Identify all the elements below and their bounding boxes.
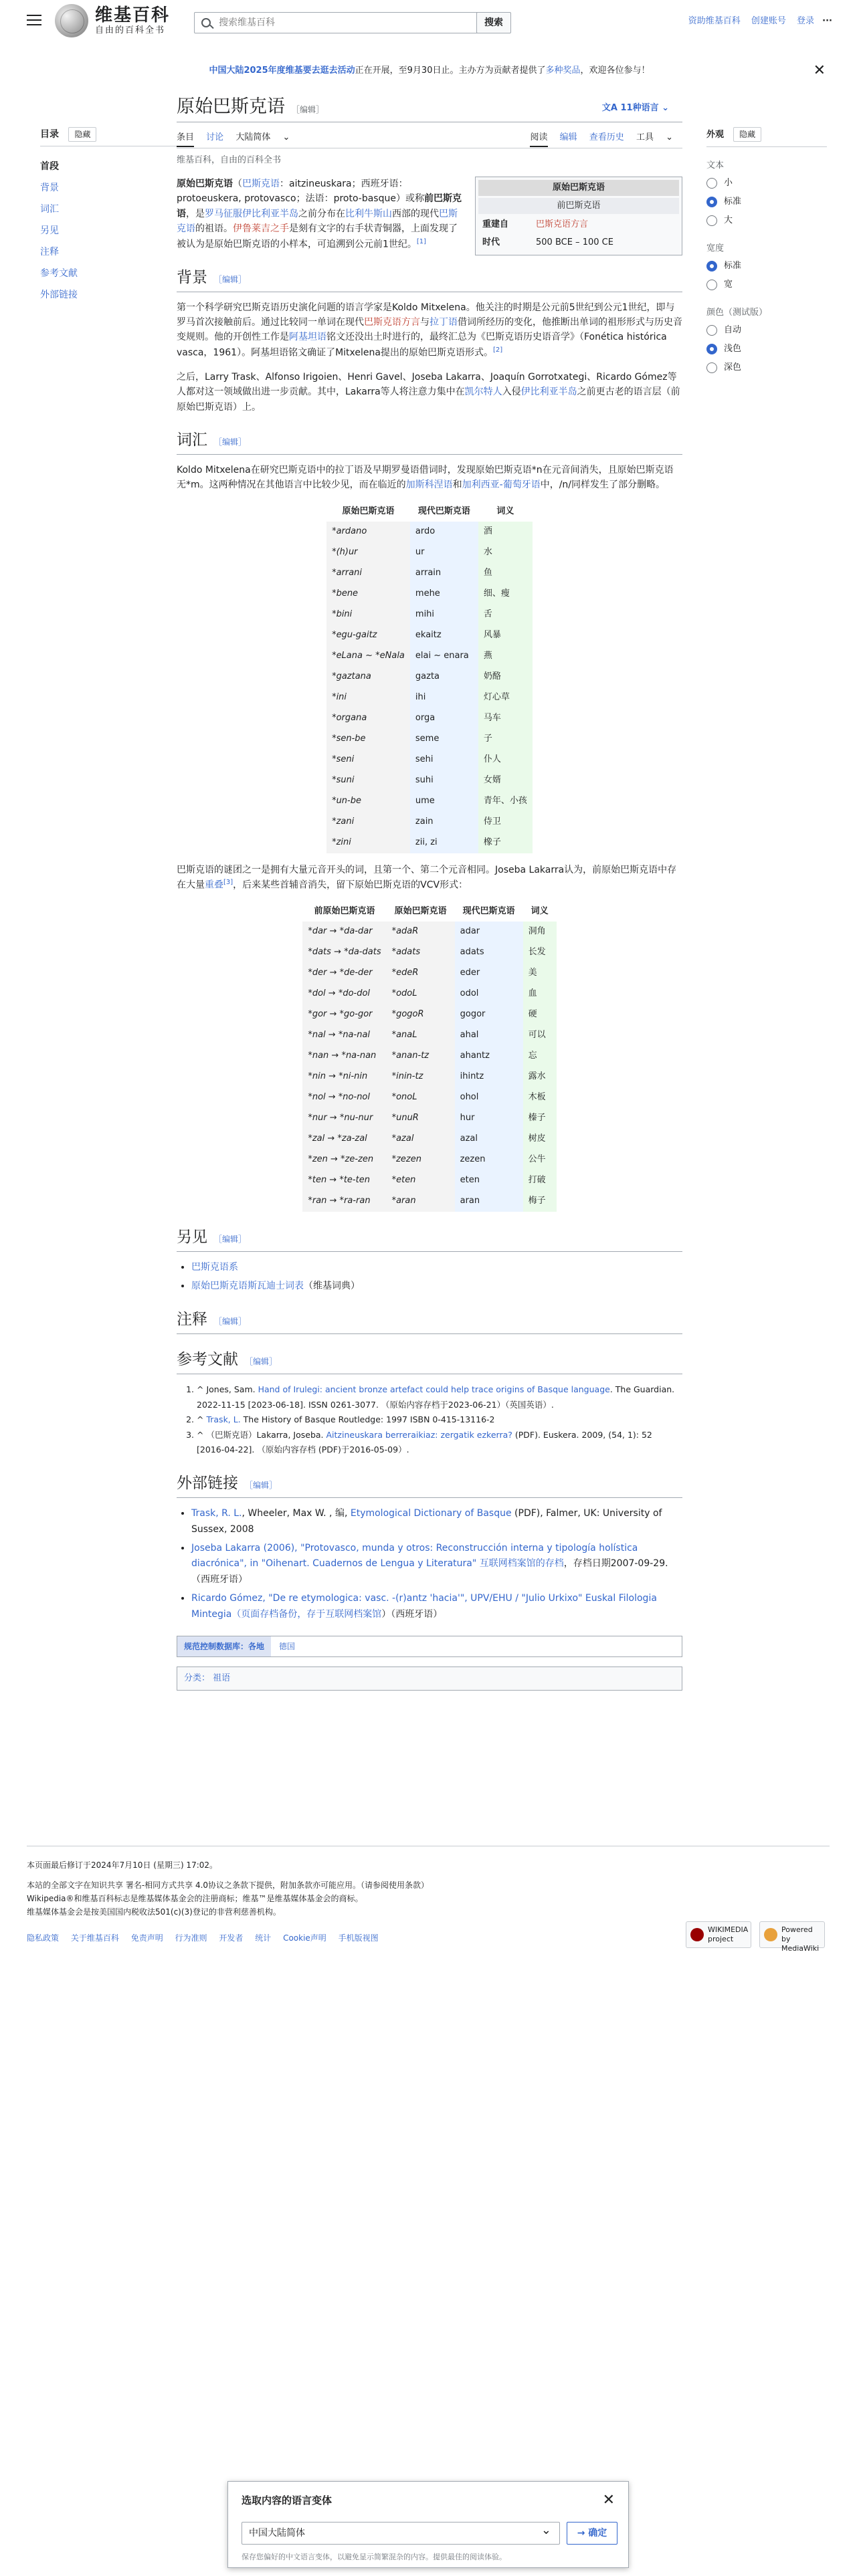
table-cell: *bini <box>326 605 410 625</box>
table-cell: 打破 <box>523 1170 557 1191</box>
table-row <box>302 1191 556 1212</box>
table-cell: *adats <box>387 942 455 963</box>
vocab-paragraph-2: 巴斯克语的谜团之一是拥有大量元音开头的词，且第一个、第二个元音相同。Joseba Lakarra认为，前原始巴斯克语中存在大量重叠[3]，后来某些首辅音消失，留下原始巴斯克语的VCV形式： <box>177 864 677 891</box>
toc-item-vocabulary[interactable]: 词汇 <box>40 204 59 215</box>
archive-link[interactable]: （页面存档备份 <box>231 1608 298 1620</box>
width-label: 宽度 <box>706 243 725 253</box>
basque-dialects-link[interactable]: 巴斯克语方言 <box>364 317 420 328</box>
search-icon <box>201 18 211 27</box>
table-cell: gogor <box>455 1004 523 1025</box>
search-button[interactable]: 搜索 <box>476 12 511 33</box>
table-cell: zezen <box>455 1150 523 1170</box>
table-cell: *nur → *nu-nur <box>302 1108 386 1129</box>
appearance-panel <box>706 127 827 377</box>
table-header: 词义 <box>478 502 533 522</box>
variant-select[interactable]: 中国大陆简体 ⌄ <box>242 2522 560 2545</box>
tab-edit[interactable]: 编辑 <box>559 132 577 142</box>
mediawiki-logo-icon <box>764 1928 777 1941</box>
table-row <box>302 1108 556 1129</box>
table-header: 前原始巴斯克语 <box>302 902 386 922</box>
table-cell: *ran → *ra-ran <box>302 1191 386 1212</box>
table-cell: *nol → *no-nol <box>302 1087 386 1108</box>
category-links <box>177 1667 682 1691</box>
footer-link[interactable]: 手机版视图 <box>338 1933 379 1943</box>
variant-dropdown[interactable]: 大陆简体 ⌄ <box>235 132 290 142</box>
table-row <box>326 563 533 584</box>
hand-of-irulegi-link[interactable]: 伊鲁莱吉之手 <box>233 223 289 235</box>
background-paragraph-1: 第一个科学研究巴斯克语历史演化问题的语言学家是Koldo Mitxelena。他关注的时期是公元前5世纪到公元1世纪，即与罗马首次接触前后。通过比较同一单词在现代巴斯克语方言与拉丁语借词所经历的变化，他推断出单词的祖形形式与历史音变规则。他的开创性工作是阿基坦语铭文还没出土时进行的，最终汇总为《巴斯克语历史语音学》（Fonética histórica vasca，1961）。阿基坦语铭文确证了Mitxelena提出的原始巴斯克语形式。[2] <box>177 302 682 358</box>
footer-link[interactable]: Cookie声明 <box>283 1933 326 1943</box>
table-row <box>302 1046 556 1067</box>
table-cell: ur <box>410 542 478 563</box>
search-box[interactable] <box>194 12 480 33</box>
section-references-heading: 参考文献 ［编辑］ <box>177 1348 682 1374</box>
color-label: 颜色（测试版） <box>706 307 768 318</box>
table-cell: 仆人 <box>478 750 533 770</box>
table-row <box>302 1087 556 1108</box>
table-cell: *ardano <box>326 522 410 542</box>
color-auto-radio[interactable]: 自动 <box>706 321 827 340</box>
reference-item: 3. ^ （巴斯克语）Lakarra, Joseba. Aitzineuskara berreraikiaz: zergatik ezkerra? (PDF). Euskera. 2009, (54, 1): 52 [2016-04-22]. （原始内容存档 (PDF)于2016-05-09）. <box>197 1428 682 1458</box>
text-size-label: 文本 <box>706 160 725 171</box>
table-cell: 酒 <box>478 522 533 542</box>
table-row <box>326 729 533 750</box>
table-cell: *zani <box>326 812 410 833</box>
infobox-title: 原始巴斯克语 <box>478 180 679 196</box>
table-cell: orga <box>410 708 478 729</box>
table-cell: *zezen <box>387 1150 455 1170</box>
list-item: • Trask, R. L., Wheeler, Max W. , 编, Etymological Dictionary of Basque (PDF), Falmer, UK: University of Sussex, 2008 <box>191 1506 682 1538</box>
reference-link[interactable]: Hand of Irulegi: ancient bronze artefact could help trace origins of Basque language <box>258 1384 610 1395</box>
width-wide-radio[interactable]: 宽 <box>706 276 827 294</box>
table-cell: 燕 <box>478 646 533 667</box>
section-external-links-heading: 外部链接 ［编辑］ <box>177 1471 682 1498</box>
table-cell: 细、瘦 <box>478 584 533 605</box>
table-cell: *edeR <box>387 963 455 984</box>
reference-item: 1. ^ Jones, Sam. Hand of Irulegi: ancient bronze artefact could help trace origins of Basque language. The Guardian. 2022-11-15 [2023-06-18]. ISSN 0261-3077. （原始内容存档于2023-06-21）（英国英语）. <box>197 1382 682 1412</box>
table-cell: 可以 <box>523 1025 557 1046</box>
table-cell: 露水 <box>523 1067 557 1087</box>
table-header: 原始巴斯克语 <box>326 502 410 522</box>
toc-title: 目录 <box>40 129 59 140</box>
table-cell: 长发 <box>523 942 557 963</box>
section-edit-link[interactable]: ［编辑］ <box>245 1357 278 1367</box>
donate-link[interactable]: 资助维基百科 <box>688 16 741 26</box>
table-cell: eder <box>455 963 523 984</box>
latin-link[interactable]: 拉丁语 <box>430 317 458 328</box>
last-modified: 本页面最后修订于2024年7月10日 (星期三) 17:02。 <box>27 1860 218 1870</box>
more-options-icon[interactable]: ··· <box>822 16 832 26</box>
text-size-small-radio[interactable]: 小 <box>706 174 827 193</box>
tab-article[interactable]: 条目 <box>177 132 194 147</box>
table-row <box>326 687 533 708</box>
table-cell: zain <box>410 812 478 833</box>
table-row <box>326 605 533 625</box>
table-cell: suhi <box>410 770 478 791</box>
table-header: 现代巴斯克语 <box>455 902 523 922</box>
table-row <box>302 1025 556 1046</box>
table-cell: *egu-gaitz <box>326 625 410 646</box>
appearance-title: 外观 <box>706 130 725 140</box>
section-edit-link[interactable]: ［编辑］ <box>214 1234 247 1244</box>
table-cell: mihi <box>410 605 478 625</box>
section-vocabulary-heading: 词汇 ［编辑］ <box>177 428 682 455</box>
table-cell: *eLana ~ *eNala <box>326 646 410 667</box>
infobox <box>475 177 682 255</box>
infobox-reconstructed-link[interactable]: 巴斯克语方言 <box>536 219 589 229</box>
table-cell: 子 <box>478 729 533 750</box>
table-cell: 风暴 <box>478 625 533 646</box>
vocab-paragraph-1: Koldo Mitxelena在研究巴斯克语中的拉丁语及早期罗曼语借词时，发现原始巴斯克语*n在元音间消失，且原始巴斯克语无*m。这两种情况在其他语言中比较少见，而在临近的加斯科涅语和加利西亚-葡萄牙语中，/n/同样发生了部分删略。 <box>177 465 674 491</box>
tools-dropdown[interactable]: 工具 ⌄ <box>636 132 673 142</box>
archive-link[interactable]: ，存于互联网档案馆 <box>297 1608 382 1620</box>
table-cell: adats <box>455 942 523 963</box>
appearance-header <box>706 127 827 147</box>
table-cell: *organa <box>326 708 410 729</box>
table-cell: 水 <box>478 542 533 563</box>
table-cell: 女婿 <box>478 770 533 791</box>
external-link[interactable]: Etymological Dictionary of Basque <box>350 1507 512 1519</box>
color-dark-radio[interactable]: 深色 <box>706 358 827 377</box>
footer-link[interactable]: 统计 <box>255 1933 272 1943</box>
table-row <box>326 770 533 791</box>
pyrenees-link[interactable]: 比利牛斯山 <box>345 208 392 219</box>
authority-control <box>177 1636 682 1657</box>
gascon-link[interactable]: 加斯科涅语 <box>405 479 453 491</box>
table-cell: adar <box>455 922 523 942</box>
aquitanian-link[interactable]: 阿基坦语 <box>289 332 326 343</box>
toc-item-external-links[interactable]: 外部链接 <box>40 290 78 301</box>
table-cell: 马车 <box>478 708 533 729</box>
personal-tools <box>680 15 832 29</box>
table-row <box>302 1170 556 1191</box>
categories-label[interactable]: 分类： <box>184 1673 211 1684</box>
table-cell: azal <box>455 1129 523 1150</box>
table-cell: *seni <box>326 750 410 770</box>
list-item <box>191 1260 682 1276</box>
table-cell: 公牛 <box>523 1150 557 1170</box>
table-cell: *zini <box>326 833 410 853</box>
search-input[interactable] <box>217 15 432 30</box>
license-text: 本站的全部文字在知识共享 署名-相同方式共享 4.0协议之条款下提供，附加条款亦可能应用。（请参阅使用条款） <box>27 1881 430 1890</box>
close-icon[interactable]: ✕ <box>602 2492 615 2508</box>
reduplication-link[interactable]: 重叠 <box>205 879 223 891</box>
table-cell: 侍卫 <box>478 812 533 833</box>
table-cell: ahantz <box>455 1046 523 1067</box>
table-cell: *anaL <box>387 1025 455 1046</box>
section-background-heading: 背景 ［编辑］ <box>177 265 682 292</box>
ref-2[interactable]: [2] <box>492 346 503 354</box>
table-row <box>326 791 533 812</box>
authority-germany-link[interactable]: 德国 <box>278 1642 295 1652</box>
table-cell: 奶酪 <box>478 667 533 687</box>
table-cell: *dats → *da-dats <box>302 942 386 963</box>
table-header: 原始巴斯克语 <box>387 902 455 922</box>
logo-title[interactable]: 维基百科 <box>95 5 171 25</box>
external-link[interactable]: Joseba Lakarra (2006), "Protovasco, munda y otros: Reconstrucción interna y tipología holística diacrónica", in "Oihenart. Cuadernos de Lengua y Literatura" <box>191 1542 638 1570</box>
table-row <box>326 584 533 605</box>
table-row <box>302 963 556 984</box>
swadesh-list-link[interactable]: 原始巴斯克语斯瓦迪士词表 <box>191 1280 304 1291</box>
table-cell: arrain <box>410 563 478 584</box>
basque-link[interactable]: 巴斯克语 <box>242 179 280 189</box>
page-footer <box>27 1846 830 1953</box>
table-cell: *unuR <box>387 1108 455 1129</box>
toc-item-notes[interactable]: 注释 <box>40 247 59 258</box>
authority-control-label[interactable]: 规范控制数据库：各地 <box>177 1636 271 1656</box>
translate-icon: 文A <box>601 103 621 113</box>
infobox-row: 重建自 巴斯克语方言 <box>478 216 679 234</box>
table-cell: *der → *de-der <box>302 963 386 984</box>
archive-link[interactable]: 的存档 <box>535 1558 564 1570</box>
table-cell: eten <box>455 1170 523 1191</box>
table-cell: 忘 <box>523 1046 557 1067</box>
table-cell: *suni <box>326 770 410 791</box>
table-cell: aran <box>455 1191 523 1212</box>
table-row <box>326 708 533 729</box>
background-paragraph-2: 之后，Larry Trask、Alfonso Irigoien、Henri Gavel、Joseba Lakarra、Joaquín Gorrotxategi、Ricardo Gómez等人都对这一领域做出进一步贡献。其中，Lakarra等人将注意力集中在凯尔特人入侵伊比利亚半岛之前更古老的语言层（前原始巴斯克语）上。 <box>177 371 680 413</box>
wikipedia-globe-logo[interactable] <box>55 4 88 37</box>
logo-subtitle: 自由的百科全书 <box>95 25 166 35</box>
table-cell: *azal <box>387 1129 455 1150</box>
table-cell: elai ~ enara <box>410 646 478 667</box>
table-cell: 榛子 <box>523 1108 557 1129</box>
table-row <box>302 1067 556 1087</box>
table-row <box>302 942 556 963</box>
table-cell: *zen → *ze-zen <box>302 1150 386 1170</box>
section-edit-link[interactable]: ［编辑］ <box>214 1317 247 1327</box>
article-body <box>177 177 682 1691</box>
table-cell: *nin → *ni-nin <box>302 1067 386 1087</box>
tab-history[interactable]: 查看历史 <box>589 132 624 142</box>
table-cell: ume <box>410 791 478 812</box>
page-tabs <box>177 128 682 148</box>
table-cell: *gogoR <box>387 1004 455 1025</box>
tab-read[interactable]: 阅读 <box>530 132 547 147</box>
table-cell: 鱼 <box>478 563 533 584</box>
table-cell: 青年、小孩 <box>478 791 533 812</box>
toc-hide-button[interactable]: 隐藏 <box>68 127 96 142</box>
table-cell: 舌 <box>478 605 533 625</box>
table-cell: odol <box>455 984 523 1004</box>
table-cell: gazta <box>410 667 478 687</box>
table-cell: *aran <box>387 1191 455 1212</box>
table-row <box>302 1150 556 1170</box>
list-item: • Ricardo Gómez, "De re etymologica: vasc. -(r)antz 'hacia'", UPV/EHU / "Julio Urkixo" Euskal Filologia Mintegia（页面存档备份，存于互联网档案馆）（西班牙语） <box>191 1591 682 1623</box>
table-cell: *ini <box>326 687 410 708</box>
table-cell: 血 <box>523 984 557 1004</box>
site-sub: 维基百科，自由的百科全书 <box>177 155 282 165</box>
table-cell: *gor → *go-gor <box>302 1004 386 1025</box>
footer-link[interactable]: 行为准则 <box>175 1933 207 1943</box>
see-also-list <box>177 1260 682 1295</box>
login-link[interactable]: 登录 <box>797 16 815 26</box>
color-light-radio[interactable]: 浅色 <box>706 340 827 358</box>
table-row <box>326 625 533 646</box>
create-account-link[interactable]: 创建账号 <box>751 16 786 26</box>
main-menu-icon[interactable] <box>27 15 41 27</box>
external-links-list <box>177 1506 682 1623</box>
confirm-button[interactable]: → 确定 <box>567 2522 617 2545</box>
toc-item-references[interactable]: 参考文献 <box>40 268 78 280</box>
table-cell: ahal <box>455 1025 523 1046</box>
table-cell: 橡子 <box>478 833 533 853</box>
basque-languages-link[interactable]: 巴斯克语系 <box>191 1261 238 1273</box>
reference-link[interactable]: Trask, L. <box>206 1414 241 1425</box>
banner-text-end: ，欢迎各位参与！ <box>580 66 650 76</box>
table-cell: *zal → *za-zal <box>302 1129 386 1150</box>
table-row <box>302 1004 556 1025</box>
list-item: • Joseba Lakarra (2006), "Protovasco, munda y otros: Reconstrucción interna y tipología holística diacrónica", in "Oihenart. Cuadernos de Lengua y Literatura" 互联网档案馆的存档，存档日期2007-09-29.（西班牙语） <box>191 1541 682 1588</box>
table-cell: 树皮 <box>523 1129 557 1150</box>
tab-talk[interactable]: 讨论 <box>206 132 224 142</box>
galician-portuguese-link[interactable]: 加利西亚-葡萄牙语 <box>462 479 541 491</box>
archive-link[interactable]: 互联网档案馆 <box>476 1558 536 1570</box>
width-standard-radio[interactable]: 标准 <box>706 257 827 276</box>
table-cell: *sen-be <box>326 729 410 750</box>
reference-link[interactable]: Aitzineuskara berreraikiaz: zergatik ezkerra? <box>326 1429 512 1440</box>
table-cell: seme <box>410 729 478 750</box>
table-cell: *un-be <box>326 791 410 812</box>
table-cell: *(h)ur <box>326 542 410 563</box>
section-edit-link[interactable]: ［编辑］ <box>214 437 247 447</box>
table-cell: 美 <box>523 963 557 984</box>
table-row <box>302 922 556 942</box>
nonprofit-text: 维基媒体基金会是按美国国内税收法501(c)(3)登记的非营利慈善机构。 <box>27 1907 281 1917</box>
footer-link[interactable]: 免责声明 <box>130 1933 163 1943</box>
ref-3[interactable]: [3] <box>223 878 233 886</box>
toc-item-see-also[interactable]: 另见 <box>40 225 59 237</box>
table-cell: *eten <box>387 1170 455 1191</box>
roman-conquest-link[interactable]: 罗马征服伊比利亚半岛 <box>205 208 298 219</box>
table-cell: ohol <box>455 1087 523 1108</box>
table-cell: hur <box>455 1108 523 1129</box>
table-cell: ihintz <box>455 1067 523 1087</box>
site-notice-banner <box>0 60 859 82</box>
site-header <box>0 0 859 44</box>
table-header: 现代巴斯克语 <box>410 502 478 522</box>
table-cell: *anan-tz <box>387 1046 455 1067</box>
external-link[interactable]: Trask, R. L. <box>191 1507 242 1519</box>
infobox-subtitle: 前巴斯克语 <box>478 198 679 214</box>
text-size-standard-radio[interactable]: 标准 <box>706 193 827 211</box>
infobox-row: 时代 500 BCE – 100 CE <box>482 237 613 247</box>
footer-link[interactable]: 关于维基百科 <box>70 1933 119 1943</box>
table-cell: 洞角 <box>523 922 557 942</box>
loanword-table <box>326 502 533 853</box>
table-cell: *gaztana <box>326 667 410 687</box>
section-notes-heading: 注释 ［编辑］ <box>177 1307 682 1334</box>
table-row <box>326 542 533 563</box>
table-cell: *nan → *na-nan <box>302 1046 386 1067</box>
close-icon[interactable]: ✕ <box>813 62 826 79</box>
page-title: 原始巴斯克语 ［编辑］ <box>177 96 324 117</box>
table-cell: *bene <box>326 584 410 605</box>
table-cell: *ten → *te-ten <box>302 1170 386 1191</box>
toc-item-background[interactable]: 背景 <box>40 183 59 194</box>
table-cell: 灯心草 <box>478 687 533 708</box>
table-of-contents <box>40 127 181 306</box>
external-link[interactable]: Ricardo Gómez, "De re etymologica: vasc. -(r)antz 'hacia'", UPV/EHU / "Julio Urkixo" Euskal Filologia Mintegia <box>191 1592 657 1620</box>
table-cell: ardo <box>410 522 478 542</box>
table-row <box>302 1129 556 1150</box>
references-list <box>177 1382 682 1458</box>
toc-header <box>40 127 181 146</box>
table-row <box>326 812 533 833</box>
table-cell: *dol → *do-dol <box>302 984 386 1004</box>
ref-1[interactable]: [1] <box>416 237 427 245</box>
intro-paragraph: 原始巴斯克语（巴斯克语：aitzineuskara；西班牙语：protoeuskera, protovasco；法语：proto-basque）或称前巴斯克语，是罗马征服伊比利亚半岛之前分布在比利牛斯山西部的现代巴斯克语的祖语。伊鲁莱吉之手是刻有文字的右手状青铜器，上面发现了被认为是原始巴斯克语的小样本，可追溯到公元前1世纪。[1] <box>177 179 462 250</box>
table-cell: mehe <box>410 584 478 605</box>
table-cell: *nal → *na-nal <box>302 1025 386 1046</box>
table-cell: *onoL <box>387 1087 455 1108</box>
table-row <box>326 750 533 770</box>
table-cell: *arrani <box>326 563 410 584</box>
table-row <box>326 667 533 687</box>
mediawiki-badge[interactable]: Powered by MediaWiki <box>759 1921 825 1948</box>
toc-item-intro[interactable]: 首段 <box>40 161 59 173</box>
text-size-large-radio[interactable]: 大 <box>706 211 827 230</box>
table-cell: *dar → *da-dar <box>302 922 386 942</box>
banner-campaign-link[interactable]: 中国大陆2025年度维基要去逛去活动 <box>209 66 355 76</box>
trademark-text: Wikipedia®和维基百科标志是维基媒体基金会的注册商标；维基™是维基媒体基金会的商标。 <box>27 1894 363 1903</box>
footer-link[interactable]: 隐私政策 <box>27 1933 60 1943</box>
section-edit-link[interactable]: ［编辑］ <box>214 274 247 284</box>
table-header: 词义 <box>523 902 557 922</box>
table-row <box>326 833 533 853</box>
language-selector[interactable]: 文A 11种语言 ⌄ <box>601 103 669 113</box>
variant-selection-dialog <box>227 2481 629 2568</box>
banner-text: 正在开展，至9月30日止。主办方为贡献者提供了 <box>355 66 546 76</box>
banner-prizes-link[interactable]: 多种奖品 <box>545 66 581 76</box>
dialog-title: 选取内容的语言变体 <box>242 2494 332 2506</box>
table-row <box>326 522 533 542</box>
table-cell: 木板 <box>523 1087 557 1108</box>
table-row <box>326 646 533 667</box>
reference-item: 2. ^ Trask, L. The History of Basque Routledge: 1997 ISBN 0-415-13116-2 <box>197 1412 682 1428</box>
iberian-peninsula-link[interactable]: 伊比利亚半岛 <box>520 387 577 398</box>
table-cell: *adaR <box>387 922 455 942</box>
list-item: • 原始巴斯克语斯瓦迪士词表（维基词典） <box>191 1279 682 1295</box>
table-cell: sehi <box>410 750 478 770</box>
section-see-also-heading: 另见 ［编辑］ <box>177 1225 682 1252</box>
section-edit-link[interactable]: ［编辑］ <box>245 1480 278 1490</box>
title-edit-link[interactable]: ［编辑］ <box>292 105 324 114</box>
table-row <box>302 984 556 1004</box>
celts-link[interactable]: 凯尔特人 <box>464 387 502 398</box>
table-cell: ekaitz <box>410 625 478 646</box>
table-cell: zii, zi <box>410 833 478 853</box>
table-cell: *odoL <box>387 984 455 1004</box>
footer-link[interactable]: 开发者 <box>219 1933 244 1943</box>
table-cell: *inin-tz <box>387 1067 455 1087</box>
table-cell: 硬 <box>523 1004 557 1025</box>
reduplication-table <box>302 902 556 1212</box>
appearance-hide-button[interactable]: 隐藏 <box>733 127 761 142</box>
dialog-note: 保存您偏好的中文语言变体，以避免显示简繁混杂的内容。提供最佳的阅读体验。 <box>242 2553 506 2561</box>
table-cell: 梅子 <box>523 1191 557 1212</box>
wikimedia-badge[interactable]: WIKIMEDIA project <box>686 1921 751 1948</box>
category-link[interactable]: 祖语 <box>213 1673 231 1684</box>
wikimedia-logo-icon <box>690 1928 704 1941</box>
table-cell: ihi <box>410 687 478 708</box>
basque-link-2[interactable]: 巴斯克语 <box>177 208 458 235</box>
